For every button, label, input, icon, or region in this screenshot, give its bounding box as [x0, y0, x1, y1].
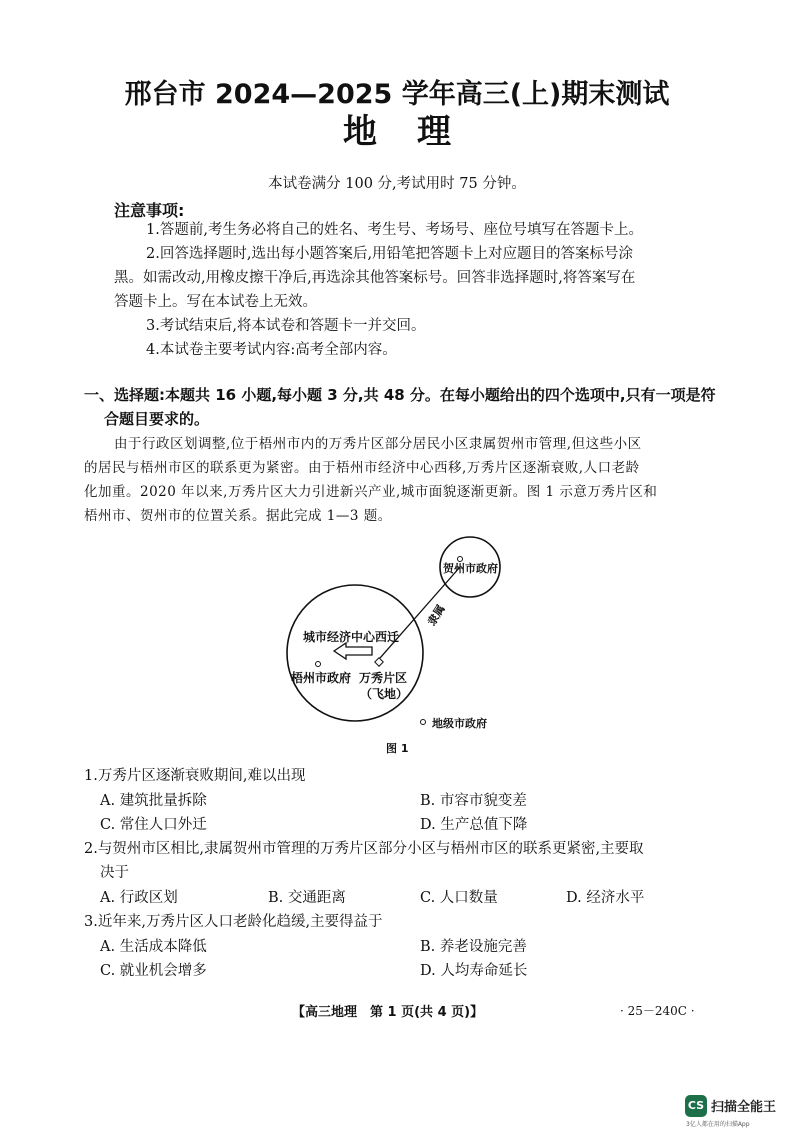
section-heading-cont: 合题目要求的。: [104, 410, 210, 428]
section-heading: 一、选择题:本题共 16 小题,每小题 3 分,共 48 分。在每小题给出的四个选项中,只有一项是符: [84, 386, 716, 404]
q3-option-d: D. 人均寿命延长: [420, 963, 528, 979]
q3-option-b: B. 养老设施完善: [420, 939, 527, 955]
center-shift-label: 城市经济中心西迁: [303, 630, 400, 644]
scanner-tagline: 3亿人都在用的扫描App: [686, 1121, 750, 1128]
scanner-app-name: 扫描全能王: [711, 1100, 777, 1115]
q1-option-d: D. 生产总值下降: [420, 817, 528, 833]
q2-option-b: B. 交通距离: [268, 890, 346, 906]
passage-line: 的居民与梧州市区的联系更为紧密。由于梧州市经济中心西移,万秀片区逐渐衰败,人口老龄: [84, 460, 640, 476]
wanxiu-marker: [375, 658, 383, 666]
q3-option-a: A. 生活成本降低: [100, 939, 207, 955]
subject-title: 地理: [343, 112, 491, 152]
notice-line: 答题卡上。写在本试卷上无效。: [114, 294, 317, 310]
scanner-logo-icon: CS: [685, 1095, 707, 1117]
q1-option-b: B. 市容市貌变差: [420, 793, 527, 809]
paper-code: · 25－240C ·: [620, 1004, 695, 1018]
notice-line: 4.本试卷主要考试内容:高考全部内容。: [146, 342, 397, 358]
question-3-stem: 3.近年来,万秀片区人口老龄化趋缓,主要得益于: [84, 914, 383, 930]
question-1-stem: 1.万秀片区逐渐衰败期间,难以出现: [84, 768, 306, 784]
q2-option-c: C. 人口数量: [420, 890, 498, 906]
question-2-stem: 2.与贺州市区相比,隶属贺州市管理的万秀片区部分小区与梧州市区的联系更紧密,主要取: [84, 841, 644, 857]
feidi-label: （飞地）: [360, 687, 409, 701]
passage-line: 梧州市、贺州市的位置关系。据此完成 1—3 题。: [84, 508, 392, 524]
lishu-label: 隶属: [425, 602, 448, 629]
wuzhou-gov-marker: [316, 662, 321, 667]
q1-option-c: C. 常住人口外迁: [100, 817, 207, 833]
page-footer: 【高三地理 第 1 页(共 4 页)】: [292, 1005, 484, 1020]
notice-line: 1.答题前,考生务必将自己的姓名、考生号、考场号、座位号填写在答题卡上。: [146, 222, 643, 238]
hezhou-gov-label: 贺州市政府: [443, 562, 498, 575]
notice-line: 3.考试结束后,将本试卷和答题卡一并交回。: [146, 318, 426, 334]
passage-line: 化加重。2020 年以来,万秀片区大力引进新兴产业,城市面貌逐渐更新。图 1 示意万秀片区和: [84, 484, 658, 500]
notice-heading: 注意事项:: [114, 201, 185, 220]
q2-option-d: D. 经济水平: [566, 890, 645, 906]
wanxiu-label: 万秀片区: [359, 671, 408, 685]
exam-title: 邢台市 2024—2025 学年高三(上)期末测试: [124, 79, 670, 110]
q3-option-c: C. 就业机会增多: [100, 963, 207, 979]
q2-option-a: A. 行政区划: [100, 890, 178, 906]
legend-label: 地级市政府: [432, 717, 487, 730]
q1-option-a: A. 建筑批量拆除: [100, 793, 207, 809]
legend-gov-marker: [421, 720, 426, 725]
question-2-stem-cont: 决于: [100, 865, 129, 881]
exam-info: 本试卷满分 100 分,考试用时 75 分钟。: [268, 176, 526, 192]
notice-line: 2.回答选择题时,选出每小题答案后,用铅笔把答题卡上对应题目的答案标号涂: [146, 246, 634, 262]
westward-arrow-icon: [334, 643, 372, 659]
passage-line: 由于行政区划调整,位于梧州市内的万秀片区部分居民小区隶属贺州市管理,但这些小区: [114, 436, 642, 452]
notice-line: 黑。如需改动,用橡皮擦干净后,再选涂其他答案标号。回答非选择题时,将答案写在: [114, 270, 636, 286]
wuzhou-gov-label: 梧州市政府: [291, 671, 352, 685]
figure-caption: 图 1: [386, 742, 409, 755]
